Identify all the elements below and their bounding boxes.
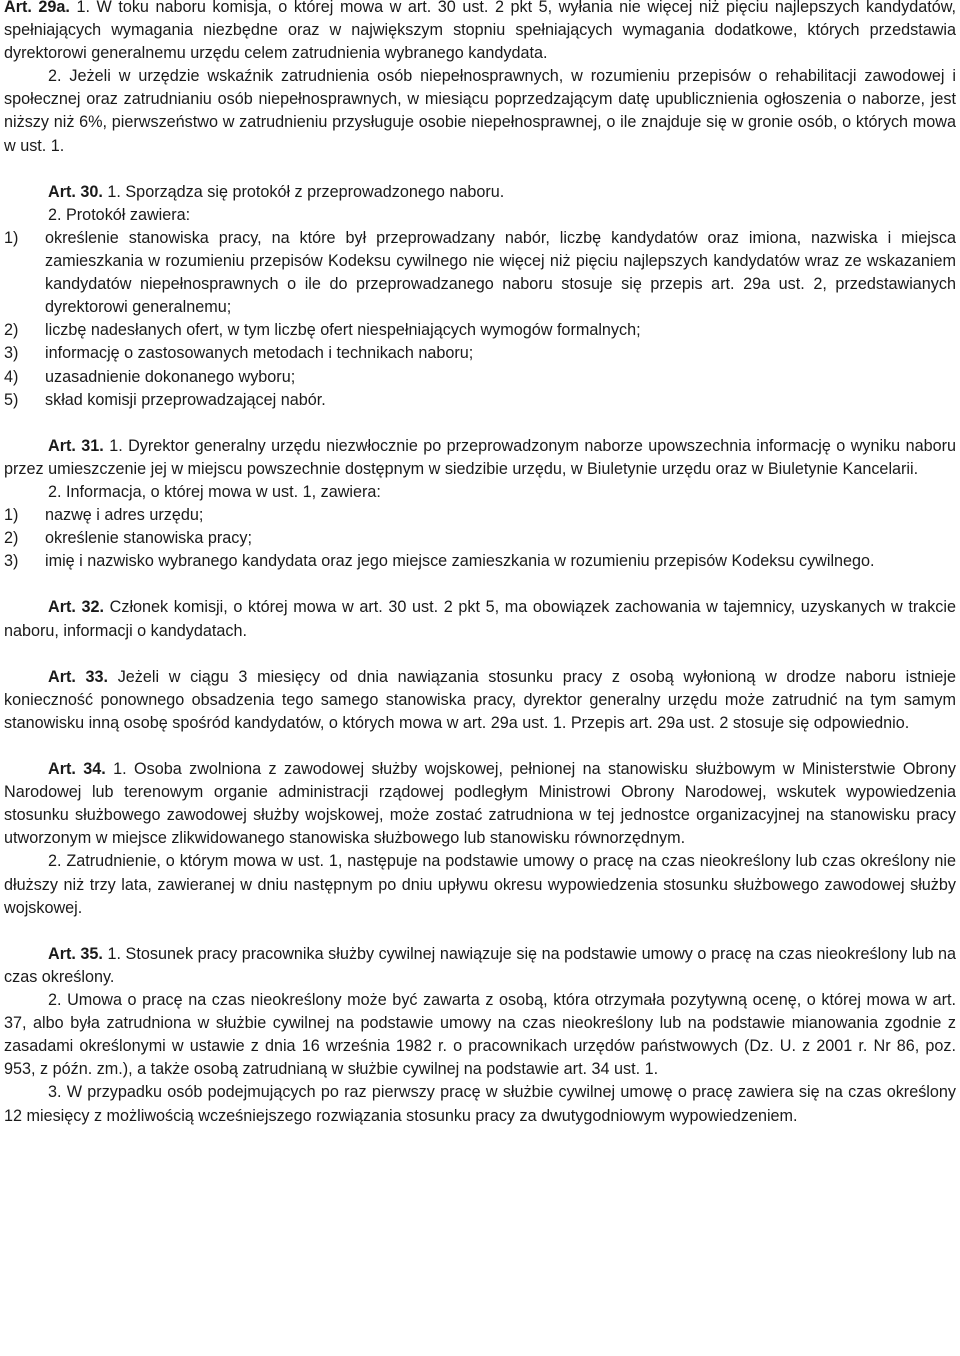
article-34 [4,758,956,920]
list-item [4,227,956,319]
enumerated-list [4,504,956,573]
list-item-text: uzasadnienie dokonanego wyboru; [45,367,296,386]
article-number: Art. 32. [48,598,105,617]
list-item [4,319,956,342]
paragraph-text: Jeżeli w ciągu 3 miesięcy od dnia nawiązania stosunku pracy z osobą wyłonioną w drodze naboru istnieje konieczność ponownego obsadzenia tego samego stanowiska pracy, dyrektor generalny urzędu może zatrudnić na tym samym stanowisku inną osobę spośród kandydatów, o których mowa w art. 29a ust. 1. Przepis art. 29a ust. 2 stosuje się odpowiednio. [4,667,957,732]
list-item-number: 3) [4,552,19,571]
list-item-number: 2) [4,529,19,548]
paragraph: 2. Umowa o pracę na czas nieokreślony może być zawarta z osobą, która otrzymała pozytywną ocenę, o której mowa w art. 37, albo była zatrudniona w służbie cywilnej na podstawie umowy na czas nieokreślony lub na podstawie mianowania zgodnie z zasadami określonymi w ustawie z dnia 16 września 1982 r. o pracownikach urzędów państwowych (Dz. U. z 2001 r. Nr 86, poz. 953, z późn. zm.), a także osobą zatrudnianą w służbie cywilnej na podstawie art. 34 ust. 1. [4,991,956,1079]
paragraph: 2. Jeżeli w urzędzie wskaźnik zatrudnienia osób niepełnosprawnych, w rozumieniu przepisów o rehabilitacji zawodowej i społecznej oraz zatrudnianiu osób niepełnosprawnych, w miesiącu poprzedzającym datę upublicznienia ogłoszenia o naborze, jest niższy niż 6%, pierwszeństwo w zatrudnieniu przysługuje osobie niepełnosprawnej, o ile znajduje się w gronie osób, o których mowa w ust. 1. [4,67,956,155]
list-item-text: nazwę i adres urzędu; [45,506,204,525]
paragraph-text: 1. Osoba zwolniona z zawodowej służby wojskowej, pełnionej na stanowisku służbowym w Ministerstwie Obrony Narodowej lub terenowym organie administracji rządowej podległym Ministrowi Obrony Narodowej, wskutek wypowiedzenia stosunku służbowego zawodowej służby wojskowej, może zostać zatrudniona w tej jednostce organizacyjnej na stanowisku pracy utworzonym w miejsce zlikwidowanego stanowiska służbowego lub stanowisku równorzędnym. [4,760,956,848]
article-number: Art. 30. [48,182,103,201]
list-item-number: 5) [4,390,19,409]
list-item-text: określenie stanowiska pracy; [45,529,252,548]
article-32 [4,596,956,642]
list-item-number: 3) [4,344,19,363]
list-item-text: określenie stanowiska pracy, na które był przeprowadzany nabór, liczbę kandydatów oraz imiona, nazwiska i miejsca zamieszkania w rozumieniu przepisów Kodeksu cywilnego nie więcej niż pięciu najlepszych kandydatów wraz ze wskazaniem kandydatów niepełnosprawnych o ile do przeprowadzanego naboru stosuje się przepis art. 29a ust. 2, przedstawianych dyrektorowi generalnemu; [45,228,956,317]
paragraph: 2. Zatrudnienie, o którym mowa w ust. 1, następuje na podstawie umowy o pracę na czas nieokreślony lub czas określony nie dłuższy niż trzy lata, zawieranej w dniu następnym po dniu upływu okresu wypowiedzenia stosunku służbowego zawodowej służby wojskowej. [4,852,956,917]
list-item-number: 2) [4,321,19,340]
paragraph: 2. Protokół zawiera: [48,205,191,224]
list-item-text: liczbę nadesłanych ofert, w tym liczbę ofert niespełniających wymogów formalnych; [45,321,641,340]
list-item-text: skład komisji przeprowadzającej nabór. [45,390,326,409]
list-item [4,389,956,412]
list-item [4,550,956,573]
list-item [4,504,956,527]
list-item-text: informację o zastosowanych metodach i technikach naboru; [45,344,474,363]
paragraph-text: Członek komisji, o której mowa w art. 30 ust. 2 pkt 5, ma obowiązek zachowania w tajemnicy, uzyskanych w trakcie naboru, informacji o kandydatach. [4,598,956,640]
paragraph [4,435,956,481]
paragraph [4,181,956,204]
paragraph-text: 1. W toku naboru komisja, o której mowa w art. 30 ust. 2 pkt 5, wyłania nie więcej niż pięciu najlepszych kandydatów, spełniających wymagania niezbędne oraz w największym stopniu spełniających wymagania dodatkowe, których przedstawia dyrektorowi generalnemu urzędu celem zatrudnienia wybranego kandydata. [4,0,957,63]
article-30 [4,181,956,412]
list-item [4,527,956,550]
article-33 [4,666,956,735]
paragraph [4,596,956,642]
list-item-text: imię i nazwisko wybranego kandydata oraz jego miejsce zamieszkania w rozumieniu przepisów Kodeksu cywilnego. [45,552,875,571]
article-number: Art. 35. [48,944,103,963]
list-item [4,342,956,365]
paragraph [4,0,956,65]
list-item-number: 4) [4,367,19,386]
paragraph [4,758,956,850]
article-29a [4,0,956,158]
article-number: Art. 34. [48,760,106,779]
paragraph: 3. W przypadku osób podejmujących po raz pierwszy pracę w służbie cywilnej umowę o pracę zawiera się na czas określony 12 miesięcy z możliwością wcześniejszego rozwiązania stosunku pracy za dwutygodniowym wypowiedzeniem. [4,1083,956,1125]
article-number: Art. 33. [48,667,109,686]
paragraph [4,943,956,989]
enumerated-list [4,227,956,412]
list-item-number: 1) [4,228,19,247]
paragraph [4,666,956,735]
list-item-number: 1) [4,506,19,525]
list-item [4,366,956,389]
article-35 [4,943,956,1128]
article-number: Art. 29a. [4,0,70,16]
paragraph-text: 1. Sporządza się protokół z przeprowadzonego naboru. [107,182,505,201]
article-number: Art. 31. [48,436,104,455]
article-31 [4,435,956,574]
document-page [4,0,956,1128]
paragraph: 2. Informacja, o której mowa w ust. 1, zawiera: [48,482,381,501]
paragraph-text: 1. Dyrektor generalny urzędu niezwłocznie po przeprowadzonym naborze upowszechnia informację o wyniku naboru przez umieszczenie jej w miejscu powszechnie dostępnym w siedzibie urzędu, w Biuletynie urzędu oraz w Biuletynie Kancelarii. [4,436,956,478]
paragraph-text: 1. Stosunek pracy pracownika służby cywilnej nawiązuje się na podstawie umowy o pracę na czas nieokreślony lub na czas określony. [4,944,956,986]
